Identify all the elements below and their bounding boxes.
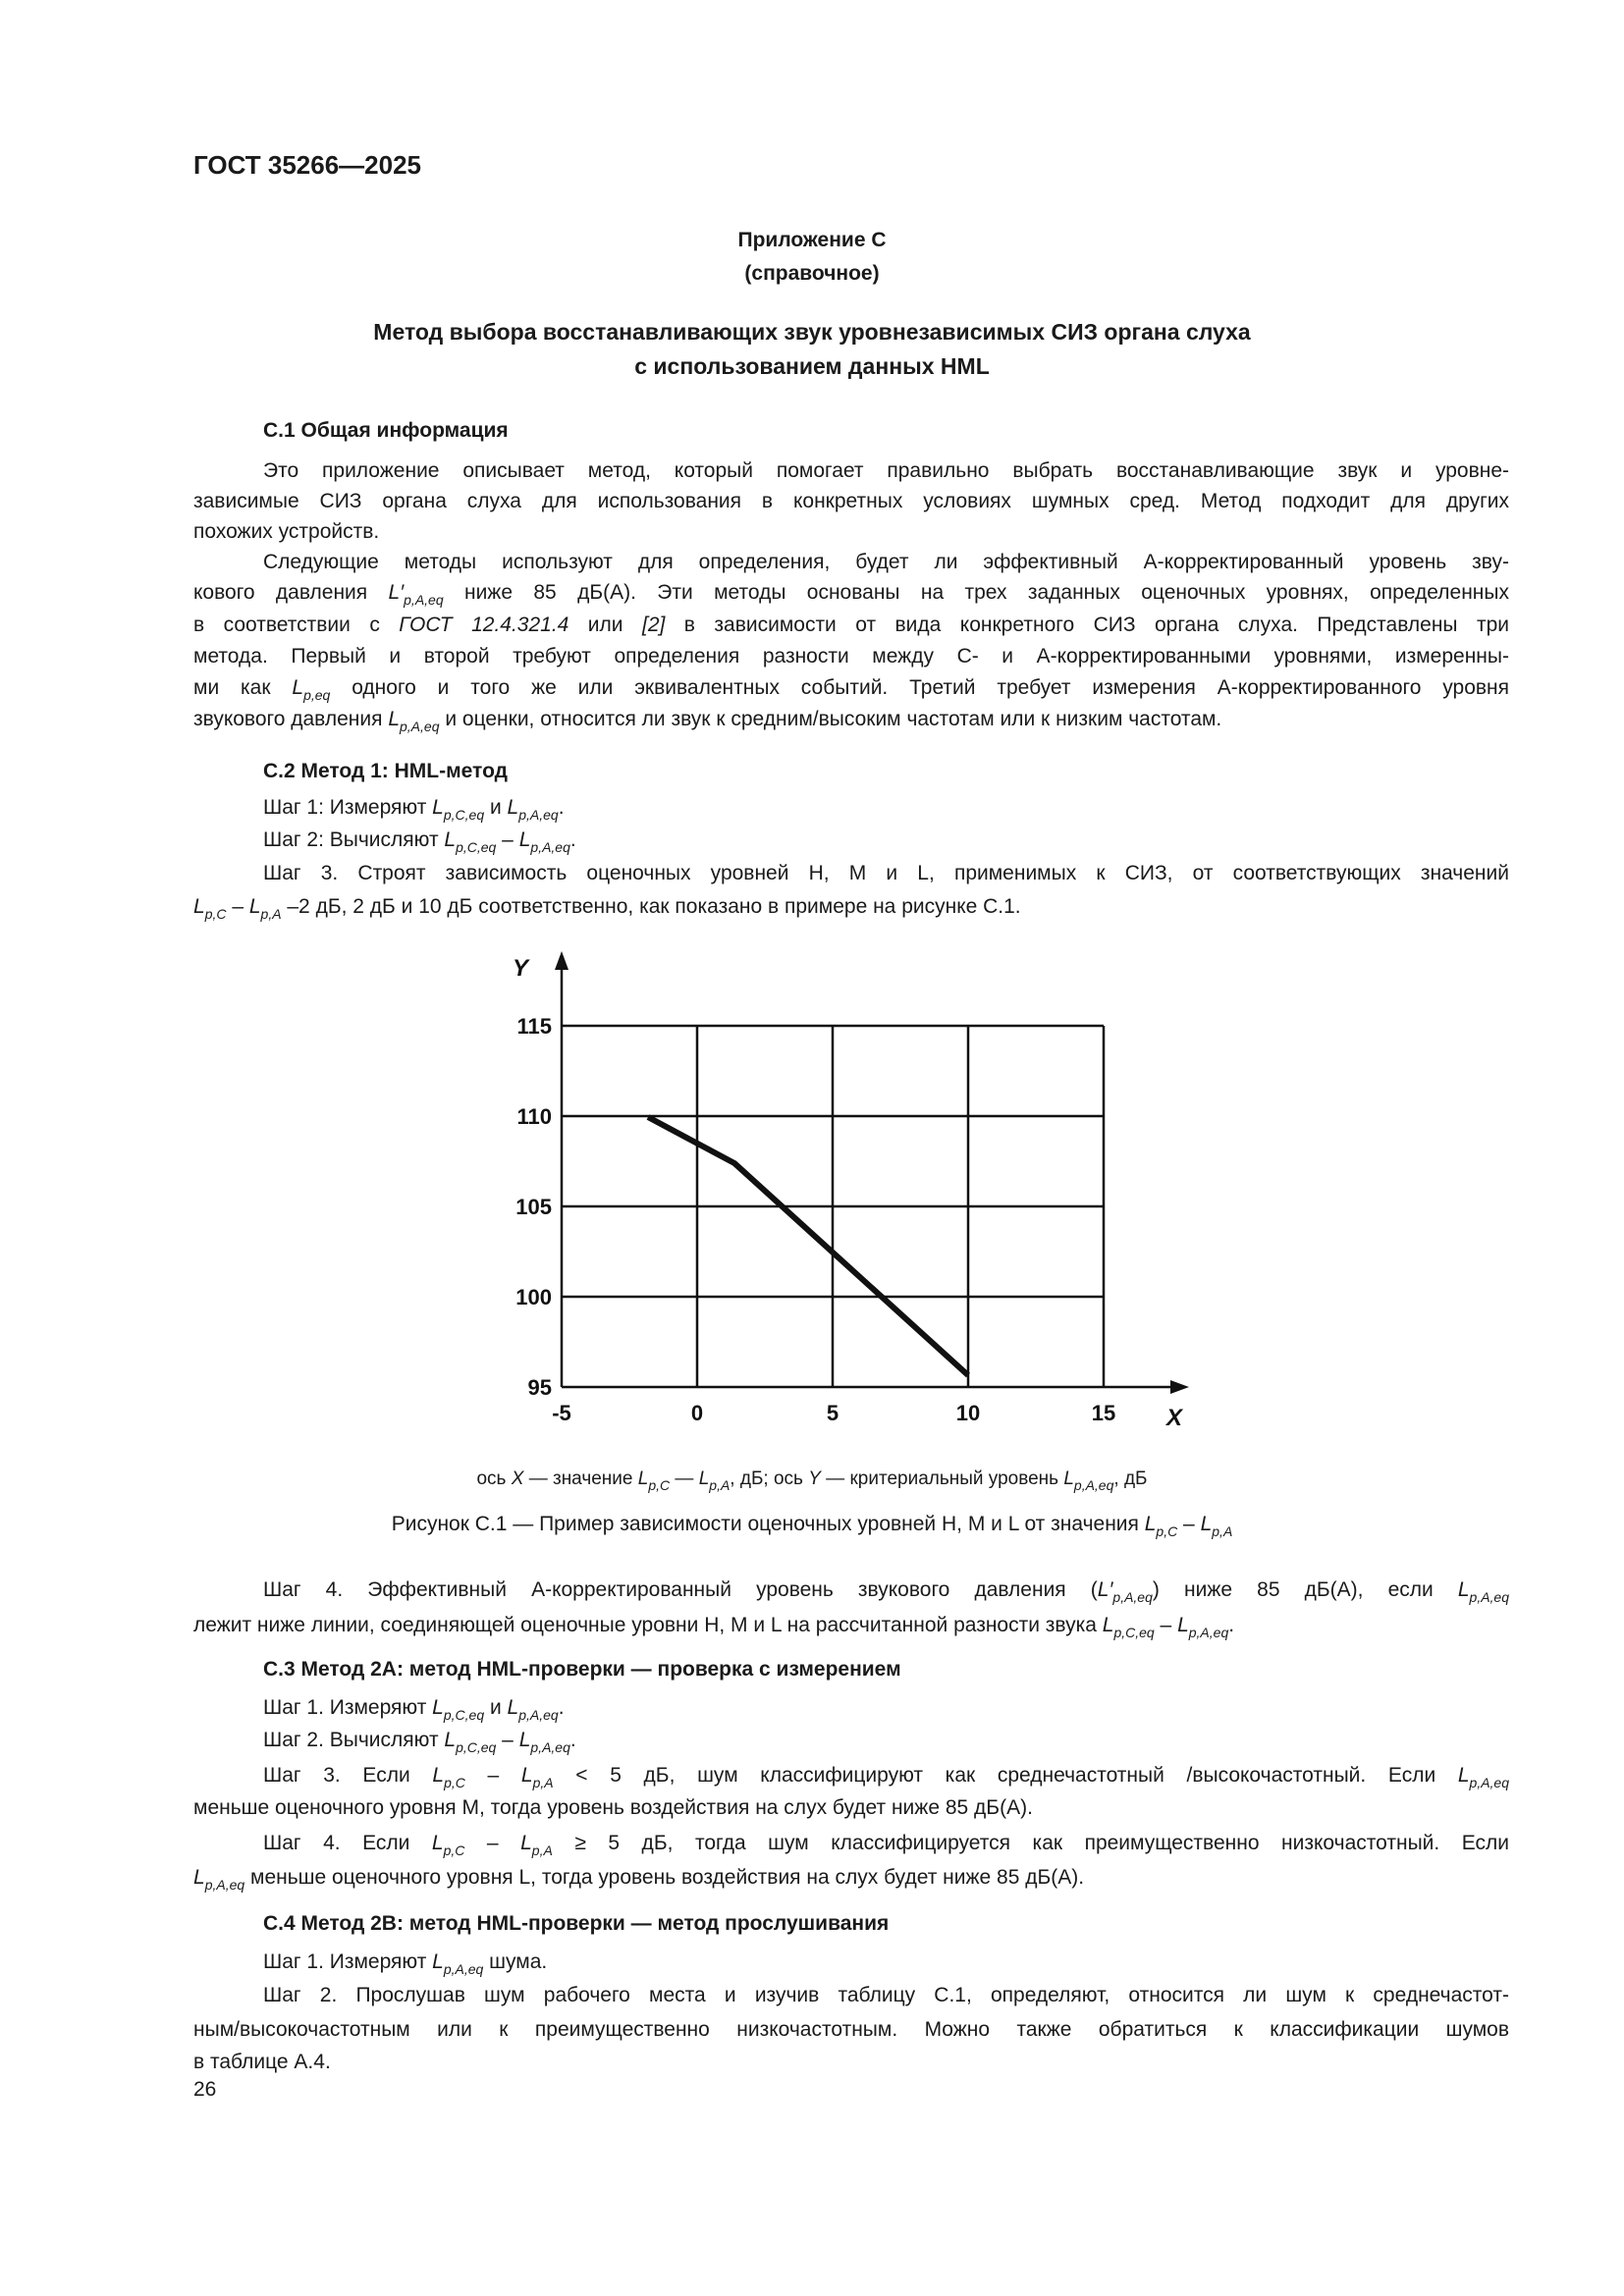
- step-line: лежит ниже линии, соединяющей оценочные уровни H, M и L на рассчитанной разности звука $L_{p,C,eq} - L_{p,A,eq}$.: [193, 1614, 1235, 1640]
- y-tick-label: 110: [516, 1104, 552, 1129]
- y-axis-arrow-icon: [555, 951, 568, 970]
- paragraph-line: Следующие методы используют для определения, будет ли эффективный А-корректированный уровень зву-: [263, 551, 1509, 573]
- paragraph-line: Это приложение описывает метод, который помогает правильно выбрать восстанавливающие звук и уровне-: [263, 459, 1509, 482]
- y-tick-label: 95: [527, 1375, 552, 1400]
- axis-note: ось X — значение $L_{p,C}$ — $L_{p,A}$, дБ; ось Y — критериальный уровень $L_{p,A,eq}$, дБ: [476, 1468, 1148, 1493]
- section-heading-c2: С.2 Метод 1: HML-метод: [263, 760, 508, 782]
- annex-label: Приложение С: [737, 229, 887, 251]
- step-line: $L_{p,C} - L_{p,A}$ –2 дБ, 2 дБ и 10 дБ соответственно, как показано в примере на рисунке С.1.: [193, 895, 1021, 922]
- step-line: Шаг 2: Вычисляют $L_{p,C,eq} - L_{p,A,eq}$.: [263, 828, 576, 855]
- step-line: меньше оценочного уровня M, тогда уровень воздействия на слух будет ниже 85 дБ(А).: [193, 1796, 1033, 1819]
- x-tick-label: 5: [826, 1401, 839, 1425]
- figure-caption: Рисунок С.1 — Пример зависимости оценочных уровней H, M и L от значения $L_{p,C} - L_{p,A}$: [391, 1513, 1233, 1539]
- x-axis-label: X: [1166, 1405, 1183, 1431]
- document-id: ГОСТ 35266—2025: [193, 150, 421, 180]
- step-line: Шаг 2. Прослушав шум рабочего места и изучив таблицу С.1, определяют, относится ли шум к среднечастот-: [263, 1984, 1509, 2006]
- paragraph-line: похожих устройств.: [193, 520, 380, 543]
- y-tick-label: 105: [515, 1195, 552, 1219]
- x-tick-label: 10: [955, 1401, 981, 1425]
- annex-title-line2: с использованием данных HML: [634, 353, 990, 379]
- step-line: Шаг 4. Эффективный А-корректированный уровень звукового давления $(L'_{p,A,eq})$ ниже 85 дБ(А), если $L_{p,A,eq}$: [263, 1578, 1510, 1605]
- step-line: Шаг 1: Измеряют $L_{p,C,eq}$ и $L_{p,A,eq}$.: [263, 796, 565, 823]
- chart-grid: [562, 1026, 1104, 1387]
- paragraph-line: звукового давления $L_{p,A,eq}$ и оценки, относится ли звук к средним/высоким частотам или к низким частотам.: [193, 708, 1222, 734]
- paragraph-line: в соответствии с ГОСТ 12.4.321.4 или [2] в зависимости от вида конкретного СИЗ органа слуха. Представлены три: [193, 614, 1509, 636]
- page-number: 26: [193, 2078, 217, 2101]
- reference-bibliography: [2]: [641, 614, 666, 636]
- x-axis-arrow-icon: [1170, 1380, 1189, 1394]
- step-line: Шаг 3. Если $L_{p,C} - L_{p,A} < 5$ дБ, шум классифицируют как среднечастотный /высокочастотный. Если $L_{p,A,eq}$: [263, 1764, 1510, 1790]
- paragraph-line: метода. Первый и второй требуют определения разности между С- и А-корректированными уровнями, измеренны-: [193, 645, 1509, 667]
- annex-status: (справочное): [744, 262, 880, 285]
- y-tick-label: 100: [515, 1285, 552, 1309]
- section-heading-c4: С.4 Метод 2В: метод HML-проверки — метод прослушивания: [263, 1912, 890, 1935]
- y-tick-label: 115: [516, 1014, 552, 1039]
- paragraph-line: ми как $L_{p,eq}$ одного и того же или эквивалентных событий. Третий требует измерения А-корректированного уровня: [193, 676, 1510, 703]
- section-heading-c3: С.3 Метод 2А: метод HML-проверки — проверка с измерением: [263, 1658, 901, 1681]
- paragraph-line: кового давления $L'_{p,A,eq}$ ниже 85 дБ(А). Эти методы основаны на трех заданных оценочных уровнях, определенных: [193, 581, 1509, 608]
- step-line: Шаг 3. Строят зависимость оценочных уровней H, M и L, применимых к СИЗ, от соответствующих значений: [263, 862, 1509, 884]
- x-tick-label: 15: [1091, 1401, 1116, 1425]
- step-line: Шаг 1. Измеряют $L_{p,C,eq}$ и $L_{p,A,eq}$.: [263, 1696, 565, 1723]
- step-line: Шаг 4. Если $L_{p,C} - L_{p,A} \ge 5$ дБ, тогда шум классифицируется как преимущественно низкочастотный. Если: [263, 1832, 1509, 1858]
- x-tick-label: -5: [552, 1401, 571, 1425]
- step-line: Шаг 1. Измеряют $L_{p,A,eq}$ шума.: [263, 1950, 548, 1977]
- reference-gost: ГОСТ 12.4.321.4: [399, 614, 569, 636]
- paragraph-line: зависимые СИЗ органа слуха для использования в конкретных условиях шумных сред. Метод подходит для других: [193, 490, 1509, 512]
- hml-chart: [471, 937, 1237, 1438]
- x-tick-label: 0: [690, 1401, 704, 1425]
- step-line: Шаг 2. Вычисляют $L_{p,C,eq} - L_{p,A,eq}$.: [263, 1729, 576, 1755]
- step-line: в таблице А.4.: [193, 2051, 331, 2073]
- step-line: $L_{p,A,eq}$ меньше оценочного уровня L, тогда уровень воздействия на слух будет ниже 85 дБ(А).: [193, 1866, 1085, 1893]
- section-heading-c1: С.1 Общая информация: [263, 419, 509, 442]
- step-line: ным/высокочастотным или к преимущественно низкочастотным. Можно также обратиться к классификации шумов: [193, 2018, 1509, 2041]
- annex-title-line1: Метод выбора восстанавливающих звук уровнезависимых СИЗ органа слуха: [373, 319, 1251, 345]
- y-axis-label: Y: [513, 955, 529, 982]
